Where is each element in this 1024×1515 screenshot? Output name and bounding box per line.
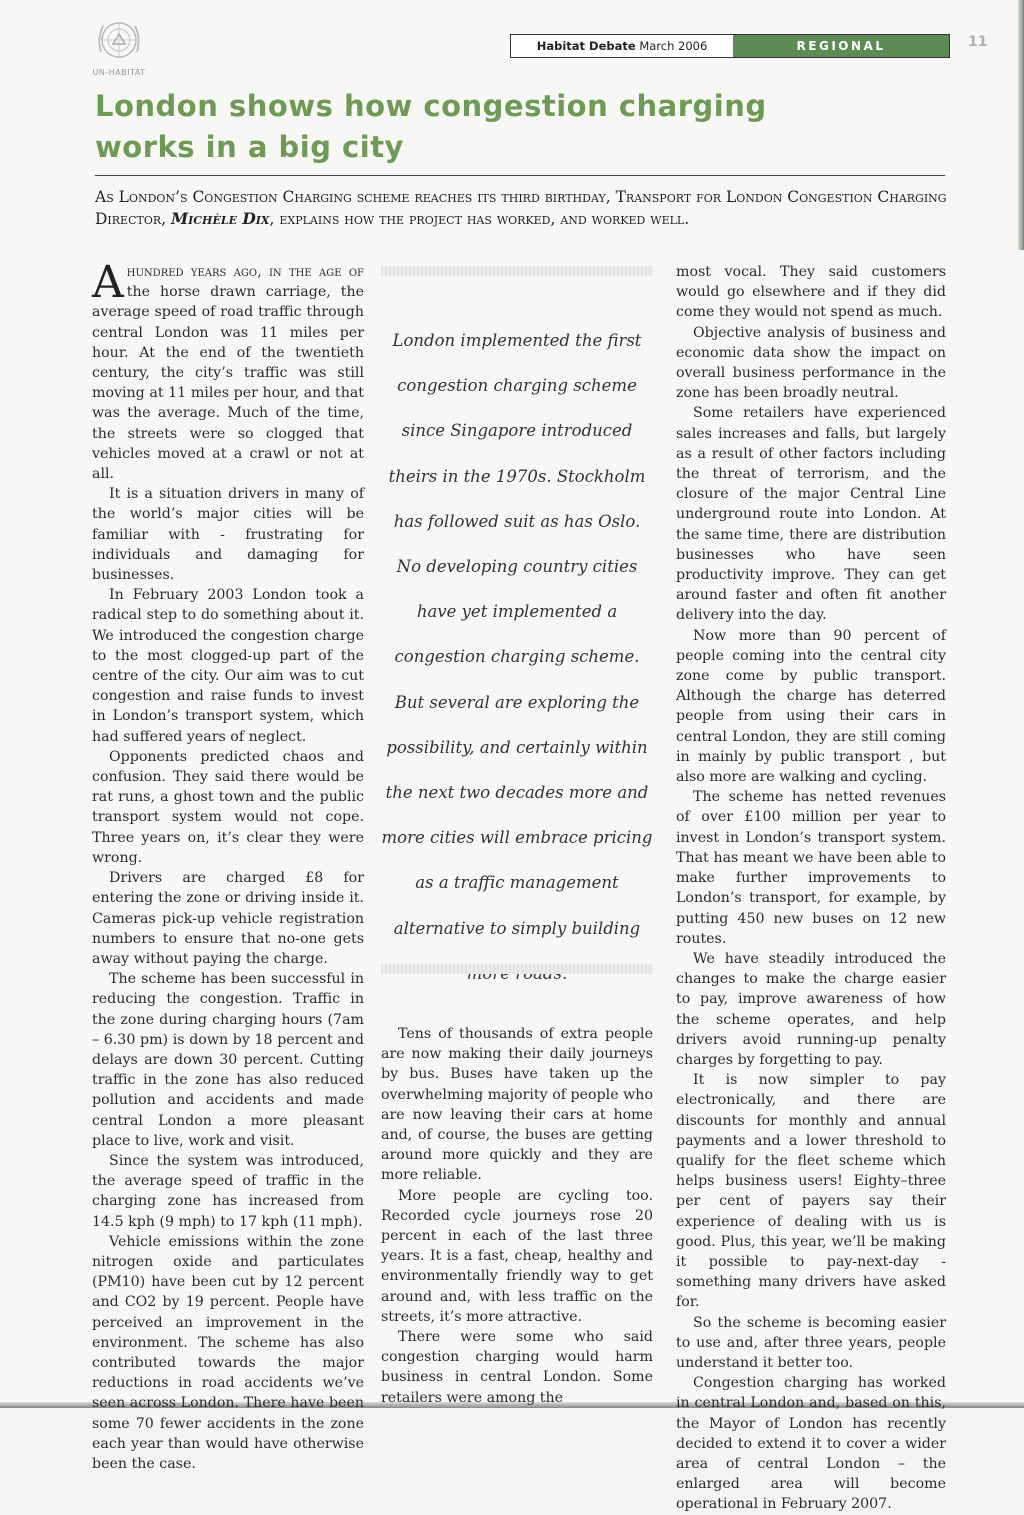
running-header bbox=[510, 34, 950, 58]
section-label: REGIONAL bbox=[733, 35, 949, 57]
standfirst bbox=[95, 186, 955, 230]
author-name: Michèle Dix bbox=[171, 209, 270, 228]
paragraph: The scheme has been successful in reducing the congestion. Traffic in the zone during charging hours (7am – 6.30 pm) is down by 18 percent and delays are down 30 percent. Cutting traffic in the zone has also reduced pollution and accidents and made central London a more pleasant place to live, work and visit. bbox=[92, 971, 364, 1149]
page-number: 11 bbox=[968, 34, 988, 50]
headline-rule bbox=[95, 175, 945, 176]
paragraph: Congestion charging has worked in central London and, based on this, the Mayor of London has recently decided to extend it to cover a wider area of central London – the enlarged area will become operational in February 2007. bbox=[676, 1375, 946, 1513]
article-headline bbox=[95, 86, 855, 168]
body-column-2 bbox=[381, 1024, 653, 1408]
issue-date: March 2006 bbox=[639, 39, 708, 53]
pull-quote: London implemented the first congestion charging scheme since Singapore introduced theirs in the 1970s. Stockholm has followed suit as has Oslo. No developing country cities have yet implemented a congestion charging scheme. But several are exploring the possibility, and certainly within the next two decades more and more cities will embrace pricing as a traffic management alternative to simply building bbox=[381, 331, 653, 938]
body-column-1 bbox=[92, 257, 364, 1474]
paragraph: Opponents predicted chaos and confusion. They said there would be rat runs, a ghost town and the public transport system would not cope. Three years on, it’s clear they were wrong. bbox=[92, 748, 364, 866]
paragraph bbox=[92, 257, 364, 484]
pull-quote-band-bottom bbox=[381, 964, 653, 974]
paragraph-text: the horse drawn carriage, the average speed of road traffic through central London was 11 miles per hour. At the end of the twentieth century, the city’s traffic was still moving at 11 miles per hour, and that was the average. Much of the time, the streets were so clogged that vehicles moved at a crawl or not at all. bbox=[92, 284, 364, 483]
publication-info bbox=[511, 35, 733, 57]
paragraph: In February 2003 London took a radical step to do something about it. We introduced the congestion charge to the most clogged-up part of the centre of the city. Our aim was to cut congestion and raise funds to invest in London’s transport system, which had suffered years of neglect. bbox=[92, 587, 364, 745]
paragraph: More people are cycling too. Recorded cycle journeys rose 20 percent in each of the last three years. It is a fast, cheap, healthy and environmentally friendly way to get around and, with less traffic on the streets, it’s more attractive. bbox=[381, 1187, 653, 1325]
page-edge-shadow bbox=[1018, 0, 1024, 250]
pull-quote-box bbox=[381, 266, 653, 976]
headline-line-2: works in a big city bbox=[95, 130, 404, 164]
paragraph: We have steadily introduced the changes to make the charge easier to pay, improve awareness of how the scheme operates, and help drivers avoid running-up penalty charges by forgetting to pay. bbox=[676, 950, 946, 1068]
paragraph: There were some who said congestion charging would harm business in central London. Some retailers were among the bbox=[381, 1329, 653, 1406]
pull-quote-band-top bbox=[381, 266, 653, 276]
standfirst-end: , explains how the project has worked, and worked well. bbox=[269, 210, 690, 228]
lead-in-caps: hundred years ago, in the age of bbox=[126, 264, 364, 280]
paragraph: Some retailers have experienced sales increases and falls, but largely as a result of other factors including the threat of terrorism, and the closure of the major Central Line underground route into London. At the same time, there are distribution businesses who have seen productivity improve. They can get around faster and often fit another delivery into the day. bbox=[676, 405, 946, 624]
paragraph: It is a situation drivers in many of the world’s major cities will be familiar with - frustrating for individuals and damaging for businesses. bbox=[92, 486, 364, 584]
body-column-3 bbox=[676, 262, 946, 1515]
logo-text: UN-HABITAT bbox=[92, 68, 146, 77]
paragraph: Since the system was introduced, the average speed of traffic in the charging zone has increased from 14.5 kph (9 mph) to 17 kph (11 mph). bbox=[92, 1152, 364, 1230]
paragraph: most vocal. They said customers would go elsewhere and if they did come they would not spend as much. bbox=[676, 264, 946, 321]
headline-line-1: London shows how congestion charging bbox=[95, 89, 767, 123]
publication-name: Habitat Debate bbox=[536, 39, 636, 53]
standfirst-text: As London’s Congestion Charging scheme reaches its third birthday, Transport for London Congestion Charging Director, bbox=[95, 188, 947, 228]
paragraph: Tens of thousands of extra people are now making their daily journeys by bus. Buses have taken up the overwhelming majority of people who are now leaving their cars at home and, of course, the buses are getting around more quickly and they are more reliable. bbox=[381, 1026, 653, 1184]
paragraph: Now more than 90 percent of people coming into the central city zone come by public transport. Although the charge has deterred people from using their cars in central London, they are still coming in mainly by public transport , but also more are walking and cycling. bbox=[676, 627, 946, 786]
paragraph: The scheme has netted revenues of over £100 million per year to invest in London’s transport system. That has meant we have been able to make further improvements to London’s transport, for example, by putting 450 new buses on 12 new routes. bbox=[676, 789, 946, 947]
paragraph: Objective analysis of business and economic data show the impact on overall business performance in the zone has been broadly neutral. bbox=[676, 324, 946, 402]
paragraph: Drivers are charged £8 for entering the zone or driving inside it. Cameras pick-up vehicle registration numbers to ensure that no-one gets away without paying the charge. bbox=[92, 870, 364, 967]
paragraph: It is now simpler to pay electronically, and there are discounts for monthly and annual payments and a lower threshold to qualify for the fleet scheme which helps business users! Eighty–three per cent of payers say their experience of dealing with us is good. Plus, this year, we’ll be making it possible to pay-next-day - something many drivers have asked for. bbox=[676, 1072, 946, 1311]
un-habitat-logo bbox=[84, 14, 154, 77]
un-emblem-icon bbox=[93, 14, 145, 66]
paragraph: Vehicle emissions within the zone nitrogen oxide and particulates (PM10) have been cut by 12 percent and CO2 by 19 percent. People have perceived an improvement in the environment. The scheme has also contributed towards the major reductions in road accidents we’ve seen across London. There have been some 70 fewer accidents in the zone each year than would have otherwise been the case. bbox=[92, 1233, 364, 1472]
drop-cap: A bbox=[92, 257, 124, 308]
paragraph: So the scheme is becoming easier to use and, after three years, people understand it better too. bbox=[676, 1314, 946, 1371]
